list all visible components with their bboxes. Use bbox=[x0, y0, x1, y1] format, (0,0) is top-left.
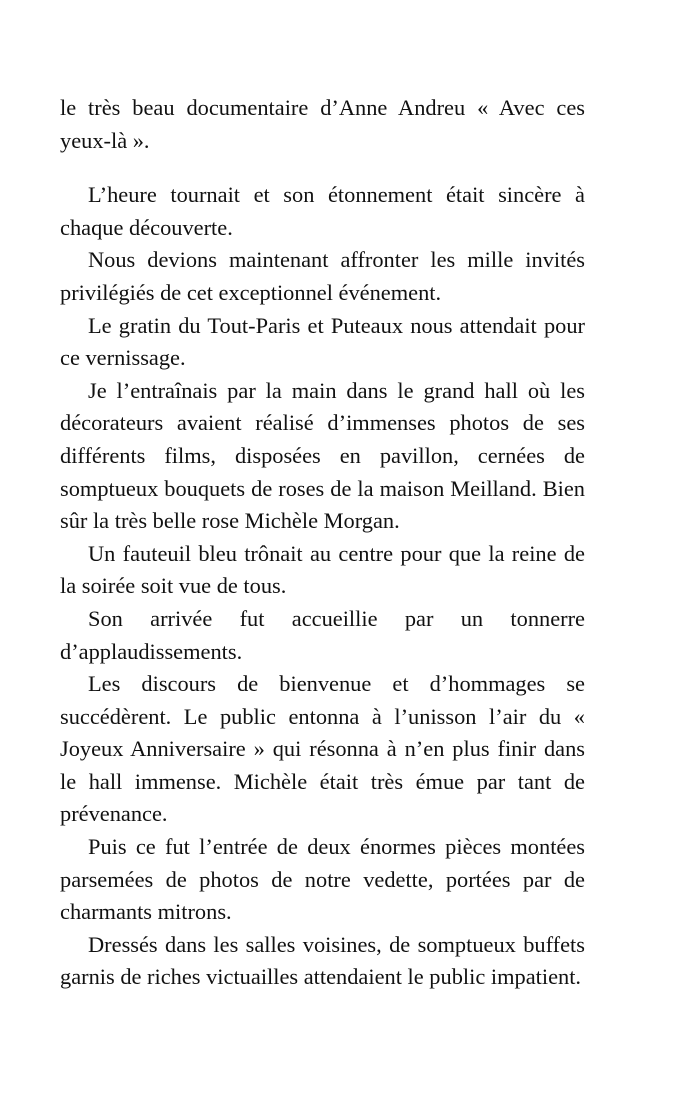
paragraph: Dressés dans les salles voisines, de somptueux buffets garnis de riches victuailles attendaient le public impatient. bbox=[60, 931, 585, 990]
paragraph: Le gratin du Tout-Paris et Puteaux nous attendait pour ce vernissage. bbox=[60, 312, 585, 371]
paragraph: Les discours de bienvenue et d’hommages se succédèrent. Le public entonna à l’unisson l’air du « Joyeux Anniversaire » qui résonna à n’en plus finir dans le hall immense. Michèle était très émue par tant de prévenance. bbox=[60, 671, 585, 827]
paragraph-continuation: le très beau documentaire d’Anne Andreu « Avec ces yeux-là ». bbox=[60, 95, 585, 153]
book-page bbox=[60, 92, 585, 994]
paragraph: L’heure tournait et son étonnement était sincère à chaque découverte. bbox=[60, 182, 585, 240]
paragraph: Nous devions maintenant affronter les mille invités privilégiés de cet exceptionnel événement. bbox=[60, 247, 585, 305]
paragraph: Puis ce fut l’entrée de deux énormes pièces montées parsemées de photos de notre vedette, portées par de charmants mitrons. bbox=[60, 834, 585, 925]
paragraph: Je l’entraînais par la main dans le grand hall où les décorateurs avaient réalisé d’immenses photos de ses différents films, disposées en pavillon, cernées de somptueux bouquets de roses de la maison Meilland. Bien sûr la très belle rose Michèle Morgan. bbox=[60, 377, 585, 534]
paragraph: Son arrivée fut accueillie par un tonnerre d’applaudissements. bbox=[60, 605, 585, 664]
paragraph: Un fauteuil bleu trônait au centre pour que la reine de la soirée soit vue de tous. bbox=[60, 540, 585, 599]
